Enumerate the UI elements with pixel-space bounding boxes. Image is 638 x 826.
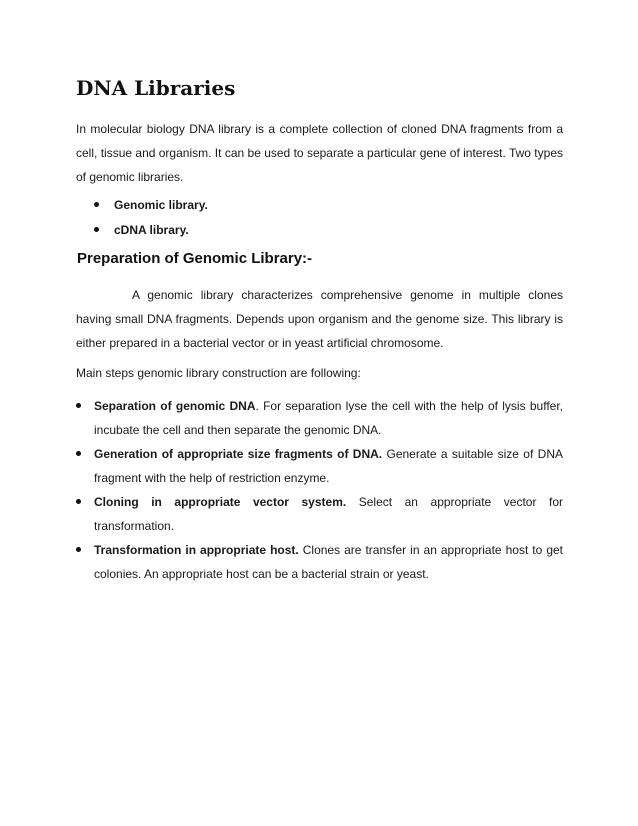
genomic-library-paragraph: A genomic library characterizes comprehensive genome in multiple clones having small DNA fragments. Depends upon organism and the genome size. This library is either prepared in a bacterial vector or in yeast artificial chromosome. — [76, 288, 563, 350]
list-item — [94, 193, 208, 218]
library-type-label: Genomic library. — [114, 198, 208, 212]
intro-paragraph: In molecular biology DNA library is a complete collection of cloned DNA fragments from a cell, tissue and organism. It can be used to separate a particular gene of interest. Two types of genomic libraries. — [76, 122, 563, 184]
bullet-icon — [76, 547, 81, 552]
bullet-icon — [94, 202, 99, 207]
bullet-icon — [76, 499, 81, 504]
step-title: Cloning in appropriate vector system. — [94, 495, 347, 509]
bullet-icon — [94, 227, 99, 232]
step-description: . For separation lyse the cell with the help of lysis buffer, incubate the cell and then separate the genomic DNA. — [94, 399, 563, 437]
step-item — [76, 394, 563, 442]
page-title: DNA Libraries — [76, 76, 236, 100]
step-item — [76, 490, 563, 538]
bullet-icon — [76, 451, 81, 456]
step-item — [76, 442, 563, 490]
section-heading: Preparation of Genomic Library:- — [77, 250, 313, 267]
library-types-list — [94, 193, 208, 243]
step-description: Generate a suitable size of DNA fragment with the help of restriction enzyme. — [94, 447, 563, 485]
step-title: Transformation in appropriate host. — [94, 543, 299, 557]
step-description: Select an appropriate vector for transformation. — [94, 495, 563, 533]
library-type-label: cDNA library. — [114, 223, 189, 237]
list-item — [94, 218, 208, 243]
step-title: Generation of appropriate size fragments of DNA. — [94, 447, 383, 461]
steps-intro-paragraph: Main steps genomic library construction are following: — [76, 366, 361, 380]
bullet-icon — [76, 403, 81, 408]
step-description: Clones are transfer in an appropriate host to get colonies. An appropriate host can be a bacterial strain or yeast. — [94, 543, 564, 581]
steps-list — [76, 394, 563, 586]
step-title: Separation of genomic DNA — [94, 399, 256, 413]
step-item — [76, 538, 563, 586]
